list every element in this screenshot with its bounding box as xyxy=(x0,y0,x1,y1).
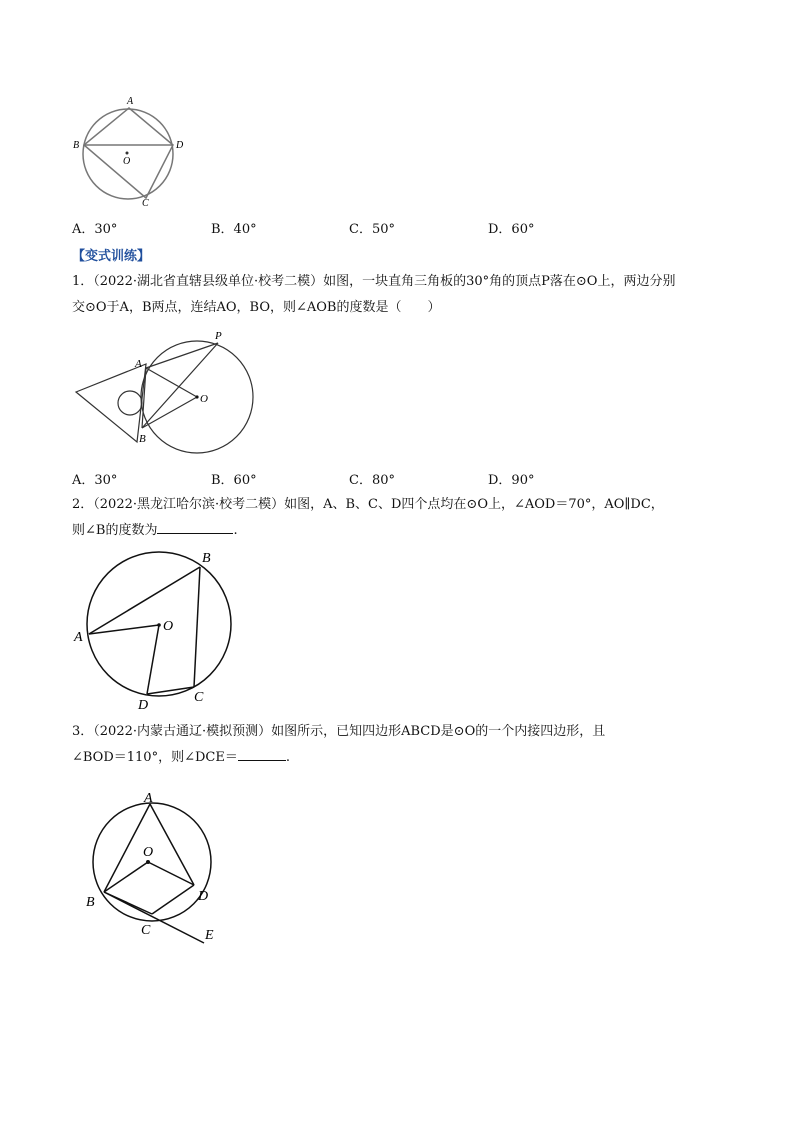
label-o: O xyxy=(123,156,131,167)
label-e: E xyxy=(205,928,214,943)
q3-line2-text: ∠BOD＝110°，则∠DCE＝ xyxy=(72,750,238,765)
q0-option-c: C．50° xyxy=(349,222,395,237)
q0-option-b: B．40° xyxy=(211,222,257,237)
label-c: C xyxy=(142,198,149,209)
q3-text-line1: 3．（2022·内蒙古通辽·模拟预测）如图所示，已知四边形ABCD是⊙O的一个内接四边形，且 xyxy=(72,724,606,739)
label-d: D xyxy=(138,698,149,713)
q2-line2-text: 则∠B的度数为 xyxy=(72,523,158,538)
q1-option-d: D．90° xyxy=(488,473,535,488)
segment-ob xyxy=(104,862,148,892)
center-point xyxy=(146,860,150,864)
q1-text-line2: 交⊙O于A，B两点，连结AO，BO，则∠AOB的度数是（ ） xyxy=(72,300,441,315)
q1-option-c: C．80° xyxy=(349,473,395,488)
circle-o xyxy=(93,803,211,921)
label-b: B xyxy=(86,895,95,910)
q2-text-line1: 2．（2022·黑龙江哈尔滨·校考二模）如图，A、B、C、D四个点均在⊙O上，∠AOD＝70°，AO∥DC， xyxy=(72,497,664,512)
label-a: A xyxy=(127,96,134,107)
q3-line2-end: . xyxy=(285,750,290,765)
label-o: O xyxy=(200,393,208,405)
label-a: A xyxy=(144,791,153,806)
q0-option-a: A．30° xyxy=(72,222,118,237)
label-d: D xyxy=(176,140,184,151)
label-o: O xyxy=(143,845,154,860)
label-b: B xyxy=(73,140,80,151)
label-c: C xyxy=(194,690,204,705)
label-a: A xyxy=(135,358,142,370)
label-d: D xyxy=(198,889,209,904)
q2-line2-end: . xyxy=(233,523,238,538)
segment-ad xyxy=(150,804,194,885)
segment-ce xyxy=(104,892,204,943)
label-b: B xyxy=(139,433,146,445)
q1-option-a: A．30° xyxy=(72,473,118,488)
label-p: P xyxy=(215,330,222,342)
q0-option-d: D．60° xyxy=(488,222,535,237)
label-o: O xyxy=(163,619,174,634)
label-c: C xyxy=(141,923,151,938)
section-heading: 【变式训练】 xyxy=(72,249,151,264)
label-b: B xyxy=(202,551,211,566)
q1-option-b: B．60° xyxy=(211,473,257,488)
label-a: A xyxy=(74,630,83,645)
q1-text-line1: 1．（2022·湖北省直辖县级单位·校考二模）如图，一块直角三角板的30°角的顶点P落在⊙O上，两边分别 xyxy=(72,274,676,289)
